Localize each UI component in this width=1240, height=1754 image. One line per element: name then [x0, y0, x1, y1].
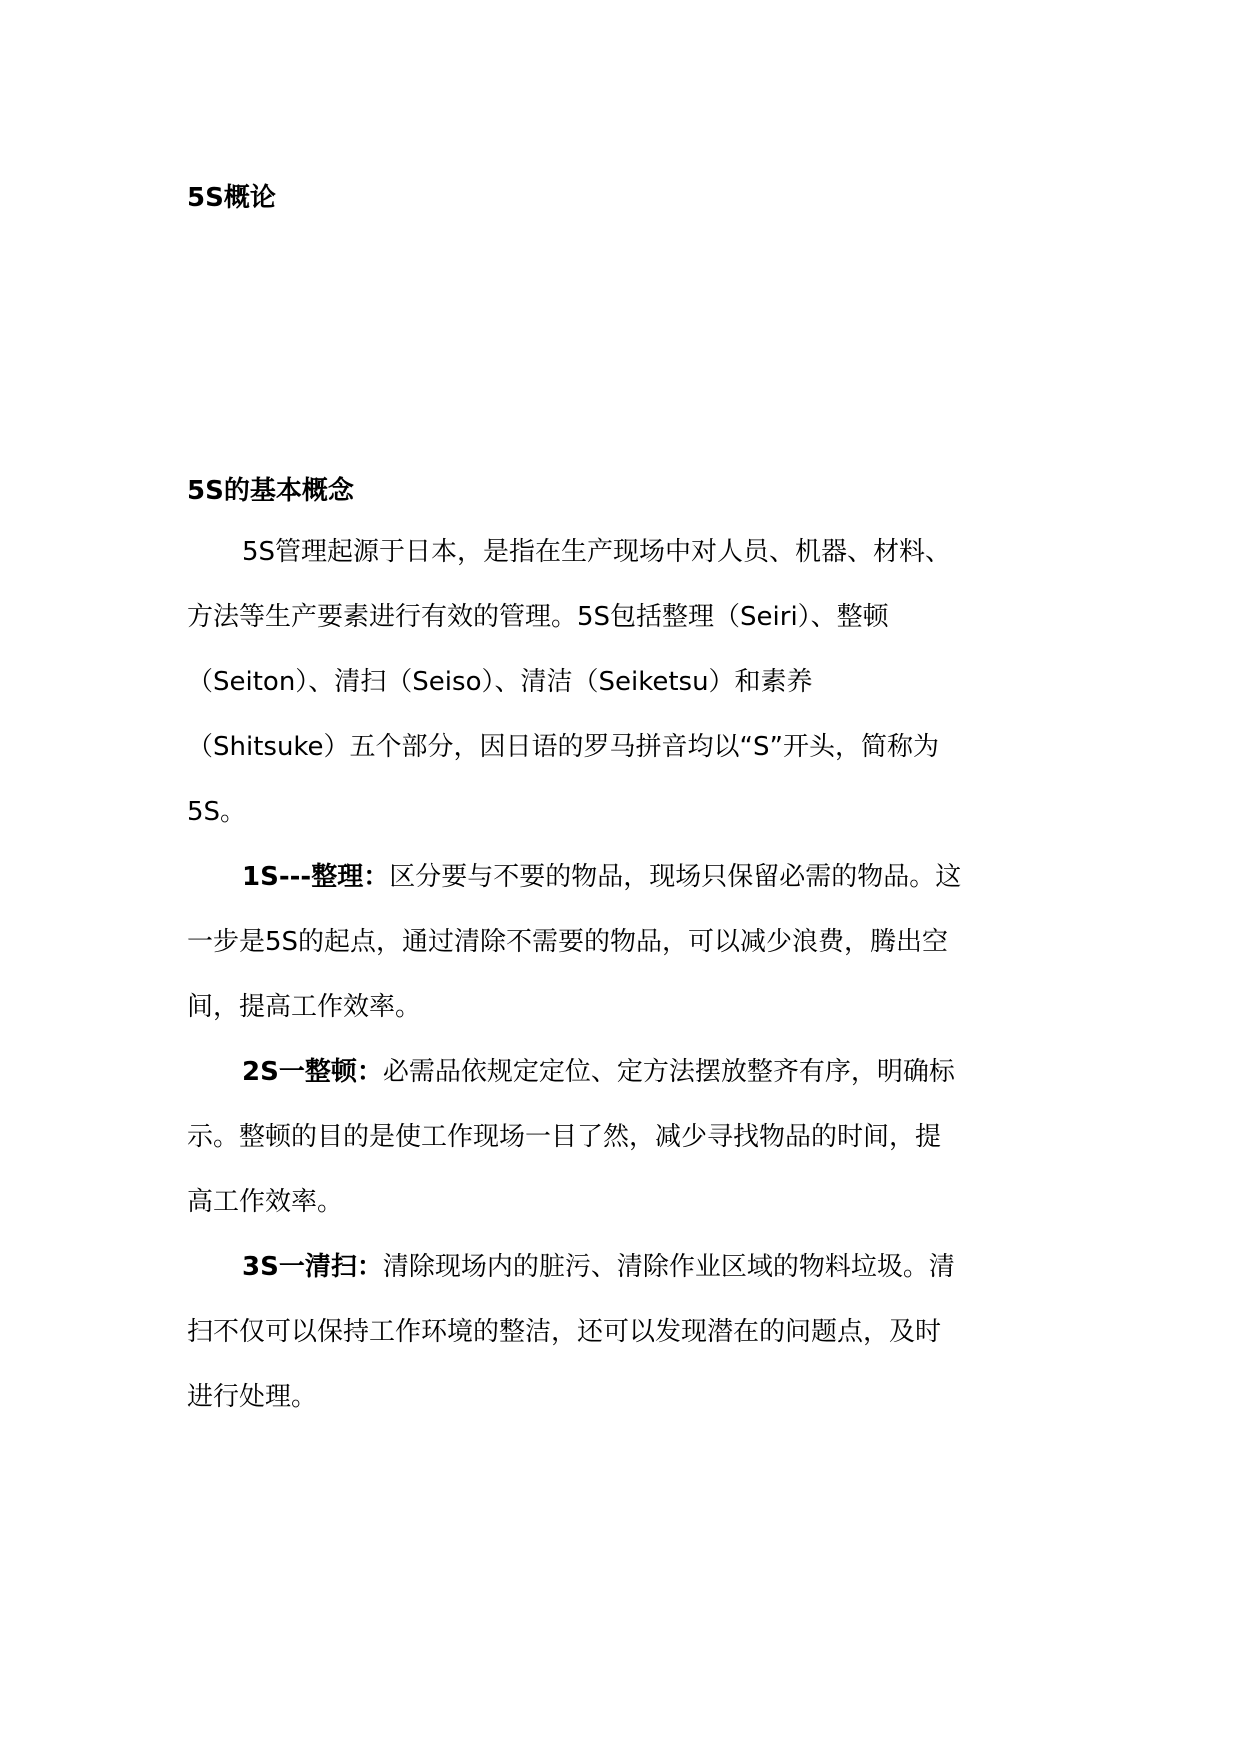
item-line: 示。整顿的目的是使工作现场一目了然，减少寻找物品的时间，提: [187, 1122, 942, 1152]
item-term: 3S一清扫：: [242, 1252, 383, 1282]
item-text: 区分要与不要的物品，现场只保留必需的物品。这: [389, 862, 962, 892]
item-paragraph-2s: [187, 1040, 1067, 1235]
item-term: 2S一整顿：: [242, 1057, 383, 1087]
section-heading: 5S的基本概念: [187, 476, 354, 506]
intro-line: 5S。: [187, 797, 247, 827]
item-first-line: [187, 1040, 1067, 1105]
item-line: 扫不仅可以保持工作环境的整洁，还可以发现潜在的问题点，及时: [187, 1317, 942, 1347]
intro-line: 方法等生产要素进行有效的管理。5S包括整理（Seiri）、整顿: [187, 602, 889, 632]
item-text: 必需品依规定定位、定方法摆放整齐有序，明确标: [382, 1057, 955, 1087]
item-line: 间，提高工作效率。: [187, 992, 422, 1022]
intro-line: （Shitsuke）五个部分，因日语的罗马拼音均以“S”开头，简称为: [187, 732, 939, 762]
intro-paragraph: [187, 520, 1067, 845]
intro-line: 5S管理起源于日本，是指在生产现场中对人员、机器、材料、: [242, 537, 952, 567]
item-line: 一步是5S的起点，通过清除不需要的物品，可以减少浪费，腾出空: [187, 927, 949, 957]
intro-line: （Seiton）、清扫（Seiso）、清洁（Seiketsu）和素养: [187, 667, 813, 697]
item-paragraph-3s: [187, 1235, 1067, 1430]
item-line: 高工作效率。: [187, 1187, 344, 1217]
item-text: 清除现场内的脏污、清除作业区域的物料垃圾。清: [382, 1252, 955, 1282]
item-line: 进行处理。: [187, 1382, 318, 1412]
item-term: 1S---整理：: [242, 862, 390, 892]
item-first-line: [187, 1235, 1067, 1300]
item-first-line: [187, 845, 1067, 910]
item-paragraph-1s: [187, 845, 1067, 1040]
document-title: 5S概论: [187, 183, 276, 213]
